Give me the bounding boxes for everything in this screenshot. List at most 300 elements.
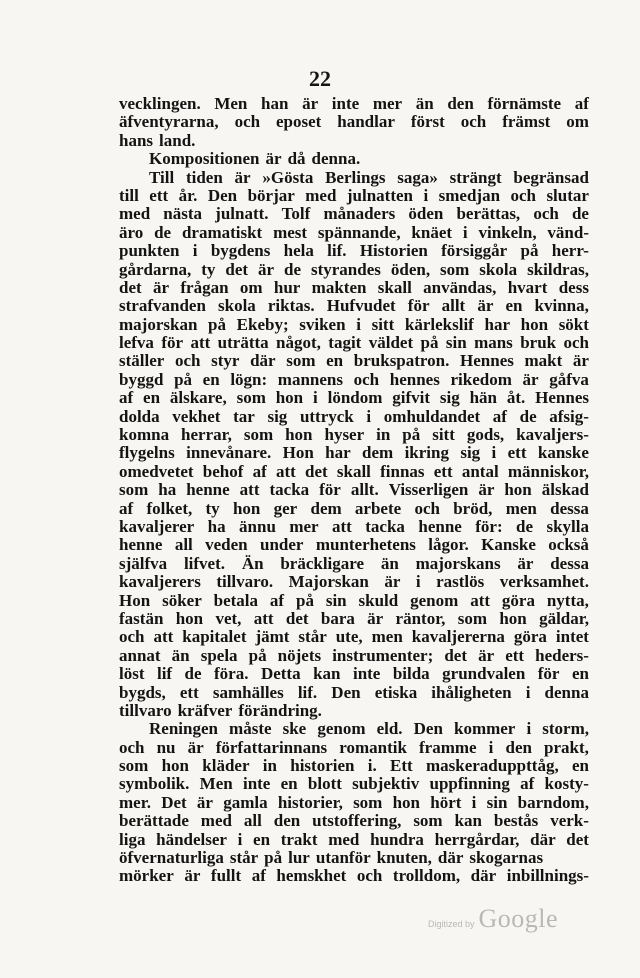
word: än <box>415 94 434 113</box>
word: Berlings <box>325 167 386 187</box>
word: julnatten <box>346 185 413 205</box>
word: än <box>171 645 190 665</box>
word: det <box>444 645 467 665</box>
word: romantik <box>339 737 407 757</box>
word: för <box>537 664 560 684</box>
word: är <box>258 259 275 279</box>
word: söker <box>162 590 202 610</box>
word: mer <box>289 516 319 536</box>
word: på <box>520 241 539 261</box>
word: jämt <box>255 627 290 647</box>
word: att <box>470 590 491 610</box>
word: på <box>174 369 193 389</box>
text-line <box>119 371 589 389</box>
text-line <box>119 132 589 150</box>
word: de <box>184 664 202 684</box>
word: heders- <box>535 645 589 665</box>
word: omedvetet <box>119 461 194 481</box>
word: den <box>447 94 474 113</box>
word: dramatiskt <box>181 222 263 242</box>
word: att <box>253 608 274 628</box>
word: hundra <box>370 829 424 849</box>
word: är <box>367 608 384 628</box>
text-line <box>119 573 589 591</box>
word: lifvet. <box>183 553 226 573</box>
word: sin <box>445 333 467 353</box>
text-line <box>119 739 589 757</box>
word: etiska <box>374 682 418 702</box>
word: mest <box>273 222 308 242</box>
word: med <box>119 204 151 224</box>
word: med <box>328 829 360 849</box>
word: och <box>460 112 487 132</box>
word: kavaljererna <box>411 627 505 647</box>
word: dessa <box>550 553 589 573</box>
word: göra <box>513 627 547 647</box>
word: kosty- <box>544 774 589 794</box>
word: sökt <box>558 314 589 334</box>
word: eld. <box>376 719 403 739</box>
word: också <box>548 535 589 555</box>
word: tagit <box>328 333 362 353</box>
word: hon <box>161 756 189 776</box>
text-line <box>119 187 589 205</box>
word: räntor, <box>395 608 446 628</box>
word: och <box>353 369 380 389</box>
word: flygelns <box>119 443 175 463</box>
word: hon <box>499 608 527 628</box>
word: främst <box>502 112 551 132</box>
word: hon <box>520 314 549 334</box>
word: behof <box>202 461 244 481</box>
word: är <box>522 369 539 389</box>
word: sin <box>325 590 347 610</box>
text-line <box>119 555 589 573</box>
word: vekhet <box>172 406 221 426</box>
word: maskeraduppttåg, <box>425 756 559 776</box>
word: den <box>273 811 301 831</box>
word: är <box>478 645 495 665</box>
word: afsig- <box>549 406 589 426</box>
word: på <box>295 590 314 610</box>
word: kärlekslif <box>404 314 474 334</box>
word: Den <box>331 682 361 702</box>
word: sig <box>439 388 460 408</box>
word: i <box>415 572 421 592</box>
word: hon <box>232 498 261 518</box>
word: sitt <box>371 314 395 334</box>
word: ett <box>433 461 453 481</box>
word: de <box>516 516 534 536</box>
word: kavaljers- <box>516 425 589 445</box>
word: det <box>566 829 589 849</box>
text-line <box>119 205 589 223</box>
word: bygds, <box>119 682 166 702</box>
word: göra <box>501 590 535 610</box>
word: månaders <box>323 204 396 224</box>
word: skildras, <box>527 259 589 279</box>
text-line <box>119 812 589 830</box>
word: ikring <box>404 443 449 463</box>
word: gäldar, <box>539 608 589 628</box>
word: rastlös <box>436 572 485 592</box>
word: Hennes <box>460 351 514 371</box>
text-line <box>119 647 589 665</box>
text-line <box>119 389 589 407</box>
text-line <box>119 279 589 297</box>
word: de <box>154 222 172 242</box>
word: inbillnings- <box>506 866 589 886</box>
word: af <box>574 94 589 113</box>
word: mer. <box>119 792 151 812</box>
text-line <box>119 169 589 187</box>
text-line <box>119 536 589 554</box>
word: skola <box>218 296 256 316</box>
word: att <box>153 627 174 647</box>
word: är <box>572 351 589 371</box>
word: munterhetens <box>315 535 416 555</box>
word: tiden <box>185 167 223 187</box>
word: allt <box>441 296 466 316</box>
word: hennes <box>389 369 440 389</box>
word: föra. <box>214 664 249 684</box>
text-line <box>119 518 589 536</box>
word: utanför <box>315 848 371 868</box>
word: hyser <box>324 425 365 445</box>
text-line <box>119 684 589 702</box>
word: älskare, <box>169 388 227 408</box>
word: att <box>239 480 260 500</box>
word: under <box>260 535 304 555</box>
word: en <box>571 756 589 776</box>
word: knäet <box>411 222 453 242</box>
word: saga» <box>397 167 438 187</box>
word: grundvalen <box>442 664 526 684</box>
word: historier, <box>277 792 343 812</box>
word: lågor. <box>428 535 469 555</box>
word: Men <box>214 94 248 113</box>
word: i <box>488 737 494 757</box>
word: och <box>510 185 536 205</box>
word: denna <box>544 682 589 702</box>
word: mer <box>372 94 403 113</box>
text-line <box>119 592 589 610</box>
word: ha <box>158 480 177 500</box>
word: i <box>356 314 361 334</box>
word: bräckligare <box>280 553 365 573</box>
word: kapitalet <box>182 627 247 647</box>
word: blott <box>307 774 342 794</box>
word: på <box>208 314 227 334</box>
word: mörker <box>119 866 174 886</box>
text-line <box>119 463 589 481</box>
word: de <box>571 204 589 224</box>
word: som <box>413 811 443 831</box>
word: försiggår <box>441 241 508 261</box>
word: på <box>420 333 439 353</box>
text-line <box>119 481 589 499</box>
word: finnas <box>380 461 425 481</box>
text-line <box>119 831 589 849</box>
word: nöjets <box>277 645 322 665</box>
word: bröd, <box>453 498 493 518</box>
page-number: 22 <box>309 66 331 91</box>
word: ty <box>205 498 220 518</box>
word: för <box>161 333 184 353</box>
word: är <box>265 149 282 169</box>
word: sig <box>460 443 481 463</box>
text-line <box>119 867 589 885</box>
word: kavaljerer <box>119 516 195 536</box>
word: bruk <box>520 333 557 353</box>
word: fastän <box>119 608 164 628</box>
word: ske <box>282 719 307 739</box>
word: slutar <box>546 185 589 205</box>
word: komna <box>119 425 170 445</box>
word: ett <box>507 443 527 463</box>
google-logo: Google <box>478 904 559 933</box>
word: ännu <box>239 516 276 536</box>
word: begränsad <box>513 167 589 187</box>
text-line <box>119 702 589 720</box>
word: i <box>526 719 532 739</box>
word: ty <box>201 259 216 279</box>
word: land. <box>159 130 196 150</box>
word: liga <box>119 829 146 849</box>
word: gifvit <box>392 388 431 408</box>
word: knuten, <box>376 848 432 868</box>
word: majorskan <box>119 314 198 334</box>
text-line <box>119 224 589 242</box>
word: Än <box>241 553 264 573</box>
word: en <box>571 664 589 684</box>
word: riktas. <box>267 296 315 316</box>
word: dem <box>362 443 394 463</box>
word: vecklingen. <box>119 94 201 113</box>
word: är <box>477 296 494 316</box>
word: ställer <box>119 351 165 371</box>
word: än <box>380 553 399 573</box>
word: han <box>261 94 289 113</box>
word: bara <box>320 608 355 628</box>
word: henne <box>418 516 462 536</box>
word: som <box>243 425 274 445</box>
word: berättade <box>119 811 189 831</box>
word: inte <box>242 774 271 794</box>
word: som <box>119 480 149 500</box>
word: och <box>356 866 383 886</box>
text-line <box>119 426 589 444</box>
word: handlar <box>337 112 395 132</box>
word: måste <box>229 719 272 739</box>
word: som <box>236 388 266 408</box>
word: och <box>119 737 145 757</box>
word: Kompositionen <box>149 149 260 169</box>
word: där <box>437 848 464 868</box>
word: ett <box>179 682 199 702</box>
word: hon <box>504 480 532 500</box>
word: herr- <box>551 241 589 261</box>
word: barndom, <box>517 792 589 812</box>
word: dess <box>558 277 589 297</box>
word: att <box>275 461 296 481</box>
word: ha <box>207 516 226 536</box>
word: vinkeln, <box>478 222 537 242</box>
word: inte <box>352 664 381 684</box>
word: där <box>470 866 497 886</box>
word: sig <box>267 406 288 426</box>
word: brukspatron. <box>353 351 450 371</box>
word: en <box>280 774 298 794</box>
word: Hon <box>119 590 151 610</box>
word: skall <box>377 277 412 297</box>
word: Tolf <box>281 204 311 224</box>
word: lif <box>156 664 173 684</box>
word: en <box>143 388 161 408</box>
word: själfva <box>119 553 168 573</box>
word: styrandes <box>310 259 381 279</box>
word: nästa <box>163 204 203 224</box>
word: sviken <box>299 314 346 334</box>
word: berättas, <box>456 204 521 224</box>
word: af <box>252 461 267 481</box>
word: ett <box>149 185 169 205</box>
word: folket, <box>146 498 193 518</box>
word: löst <box>119 664 145 684</box>
word: af <box>251 866 266 886</box>
word: något, <box>276 333 321 353</box>
word: människor, <box>507 461 589 481</box>
word: lur <box>288 848 310 868</box>
word: i <box>192 241 198 261</box>
word: Detta <box>260 664 301 684</box>
text-line <box>119 95 589 113</box>
word: symbolik. <box>119 774 190 794</box>
word: tillvaro. <box>216 572 274 592</box>
word: i <box>525 682 531 702</box>
word: de <box>519 406 537 426</box>
word: förändring. <box>238 700 322 720</box>
word: är <box>196 792 213 812</box>
word: då <box>287 149 306 169</box>
word: uträtta <box>217 333 269 353</box>
text-line <box>119 849 589 867</box>
word: en <box>326 351 344 371</box>
word: är <box>384 572 401 592</box>
word: allt. <box>350 480 379 500</box>
word: det <box>305 461 328 481</box>
word: användas, <box>423 277 497 297</box>
word: att <box>332 516 352 536</box>
word: lif. <box>297 682 318 702</box>
word: vet, <box>215 608 242 628</box>
text-line <box>119 150 589 168</box>
word: i <box>366 406 372 426</box>
word: hans <box>119 130 154 150</box>
word: är <box>234 167 251 187</box>
word: som <box>457 608 488 628</box>
word: hon <box>175 608 204 628</box>
word: och <box>563 333 589 353</box>
word: dolda <box>119 406 160 426</box>
text-line <box>119 297 589 315</box>
word: lögn: <box>230 369 268 389</box>
word: skogarnas <box>469 848 544 868</box>
text-line <box>119 720 589 738</box>
text-line <box>119 334 589 352</box>
word: om <box>239 277 263 297</box>
watermark-label: Digitized by <box>428 919 475 929</box>
word: som <box>353 792 383 812</box>
word: öden <box>408 204 444 224</box>
word: vänd- <box>547 222 589 242</box>
word: Historien <box>359 241 428 261</box>
word: hon <box>275 388 304 408</box>
word: i <box>471 792 477 812</box>
word: historien <box>290 756 355 776</box>
word: uppfinning <box>429 774 510 794</box>
word: instrumenter; <box>332 645 434 665</box>
word: denna. <box>311 149 361 169</box>
word: in <box>376 425 391 445</box>
word: Den <box>413 719 443 739</box>
word: för <box>407 296 430 316</box>
word: genom <box>410 590 459 610</box>
word: mans <box>474 333 513 353</box>
word: men <box>371 627 403 647</box>
word: på <box>402 425 421 445</box>
word: Men <box>199 774 233 794</box>
word: kan <box>313 664 341 684</box>
word: julnatt. <box>215 204 269 224</box>
word: Till <box>149 167 175 187</box>
word: börjar <box>247 185 295 205</box>
text-line <box>119 408 589 426</box>
word: innevånare. <box>186 443 272 463</box>
word: på <box>248 645 267 665</box>
word: öfvernaturliga <box>119 848 224 868</box>
word: kommer <box>453 719 516 739</box>
word: Hon <box>282 443 314 463</box>
word: löndom <box>327 388 383 408</box>
word: det <box>225 259 249 279</box>
word: och <box>174 351 201 371</box>
word: Visserligen <box>388 480 469 500</box>
word: all <box>174 535 193 555</box>
body-text <box>119 95 589 886</box>
word: spela <box>200 645 238 665</box>
word: frågan <box>180 277 229 297</box>
text-line <box>119 316 589 334</box>
word: prakt, <box>544 737 589 757</box>
word: sin <box>486 792 508 812</box>
word: för: <box>475 516 503 536</box>
word: strängt <box>449 167 502 187</box>
word: samhälles <box>212 682 284 702</box>
word: herrar, <box>181 425 232 445</box>
text-line <box>119 794 589 812</box>
word: och <box>414 498 440 518</box>
word: först <box>410 112 445 132</box>
digitized-watermark <box>428 904 558 934</box>
word: nu <box>156 737 176 757</box>
word: bygdens <box>210 241 271 261</box>
text-line <box>119 610 589 628</box>
word: Hennes <box>535 388 589 408</box>
word: den <box>505 737 532 757</box>
word: af <box>520 774 535 794</box>
word: trakt <box>280 829 318 849</box>
